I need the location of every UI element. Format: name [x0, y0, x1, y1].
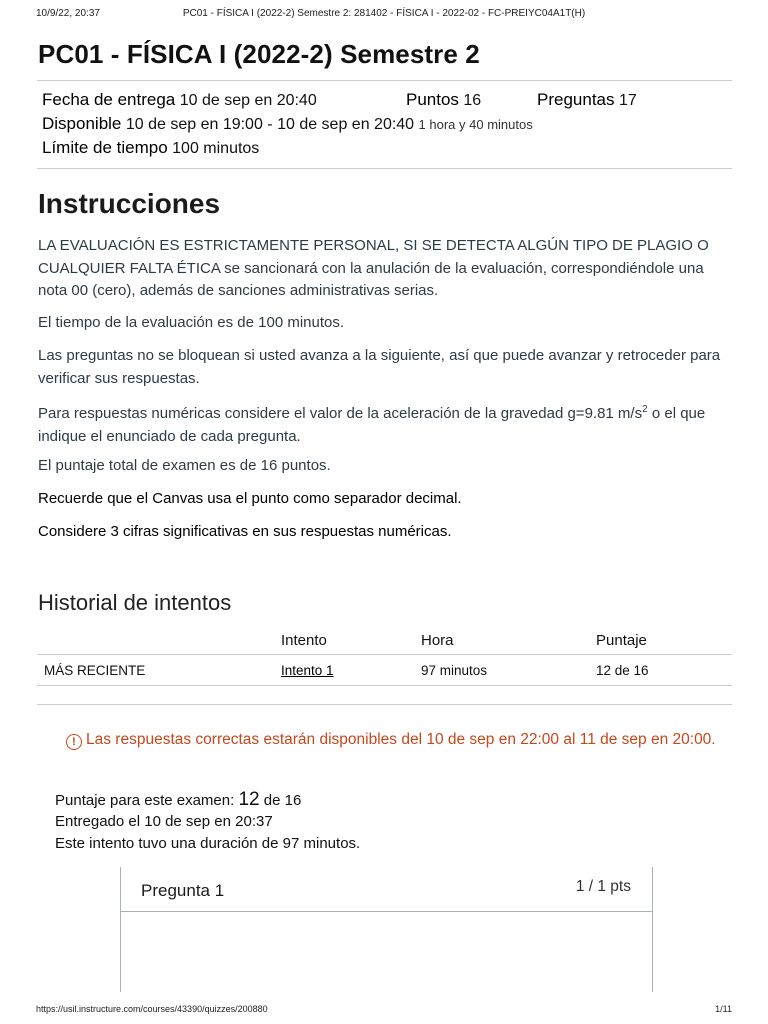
instruction-paragraph: El tiempo de la evaluación es de 100 minutos.: [38, 314, 345, 331]
available-value: 10 de sep en 19:00 - 10 de sep en 20:40: [125, 116, 415, 133]
instruction-paragraph: Las preguntas no se bloquean si usted avanza a la siguiente, así que puede avanzar y retroceder para verificar sus respuestas.: [38, 347, 721, 387]
gravity-text-b: o el que indique el enunciado de cada pregunta.: [38, 405, 706, 445]
print-footer: [0, 1004, 768, 1018]
instruction-paragraph: LA EVALUACIÓN ES ESTRICTAMENTE PERSONAL, SI SE DETECTA ALGÚN TIPO DE PLAGIO O CUALQUIER FALTA ÉTICA se sancionará con la anulación de la evaluación, correspondiéndole una nota 00 (cero), además de sanciones administrativas serias.: [38, 237, 709, 299]
table-row: [37, 655, 732, 686]
time-limit: [42, 138, 259, 158]
divider: [37, 168, 732, 169]
page-title: PC01 - FÍSICA I (2022-2) Semestre 2: [38, 39, 480, 69]
points-label: Puntos: [406, 90, 459, 109]
print-url: https://usil.instructure.com/courses/43390/quizzes/200880: [36, 1004, 268, 1014]
attempt-score: 12 de 16: [596, 655, 732, 686]
print-date: 10/9/22, 20:37: [36, 8, 100, 19]
question-title: Pregunta 1: [141, 881, 225, 900]
instruction-paragraph-bold: Considere 3 cifras significativas en sus respuestas numéricas.: [38, 523, 452, 540]
attempt-time: 97 minutos: [421, 655, 596, 686]
attempt-history-table: [37, 626, 732, 686]
divider: [37, 704, 732, 705]
submitted-at: Entregado el 10 de sep en 20:37: [55, 813, 273, 830]
questions-count: [537, 90, 637, 110]
column-header: [37, 626, 281, 655]
table-header-row: [37, 626, 732, 655]
instruction-paragraph-bold: Recuerde que el Canvas usa el punto como separador decimal.: [38, 490, 462, 507]
divider: [37, 80, 732, 81]
print-header: [0, 6, 768, 20]
quiz-score: [55, 789, 301, 811]
time-limit-label: Límite de tiempo: [42, 138, 168, 157]
notice-text: Las respuestas correctas estarán disponibles del 10 de sep en 22:00 al 11 de sep en 20:00.: [86, 731, 716, 748]
warning-circle-icon: !: [66, 734, 82, 750]
score-suffix: de 16: [259, 792, 302, 809]
due-label: Fecha de entrega: [42, 90, 176, 109]
attempt-link[interactable]: Intento 1: [281, 662, 334, 678]
print-doc-title: PC01 - FÍSICA I (2022-2) Semestre 2: 281402 - FÍSICA I - 2022-02 - FC-PREIYC04A1T(H): [182, 8, 586, 19]
available-note: 1 hora y 40 minutos: [418, 117, 533, 132]
history-title: Historial de intentos: [38, 590, 232, 615]
print-page-number: 1/11: [715, 1004, 732, 1014]
answers-availability-notice: [66, 729, 726, 751]
instructions-heading: Instrucciones: [38, 188, 221, 219]
column-header-time: Hora: [421, 626, 596, 655]
available-label: Disponible: [42, 114, 122, 133]
column-header-attempt: Intento: [281, 626, 421, 655]
row-label: MÁS RECIENTE: [37, 655, 281, 686]
question-points: 1 / 1 pts: [575, 878, 631, 895]
time-limit-value: 100 minutos: [172, 140, 260, 157]
gravity-exponent: 2: [642, 404, 648, 415]
questions-label: Preguntas: [537, 90, 615, 109]
question-header: [121, 867, 652, 912]
instruction-paragraph: El puntaje total de examen es de 16 puntos.: [38, 457, 331, 474]
points: [406, 90, 481, 110]
score-value: 12: [238, 789, 260, 810]
due-date: [42, 90, 317, 110]
score-prefix: Puntaje para este examen:: [55, 792, 239, 809]
questions-value: 17: [618, 92, 637, 109]
points-value: 16: [463, 92, 482, 109]
column-header-score: Puntaje: [596, 626, 732, 655]
attempt-duration: Este intento tuvo una duración de 97 minutos.: [55, 835, 361, 852]
gravity-text-a: Para respuestas numéricas considere el valor de la aceleración de la gravedad g=9.81 m/s: [38, 405, 643, 422]
question-card: [120, 867, 653, 992]
instruction-paragraph-gravity: [38, 399, 733, 448]
due-value: 10 de sep en 20:40: [179, 92, 317, 109]
availability: [42, 114, 533, 134]
